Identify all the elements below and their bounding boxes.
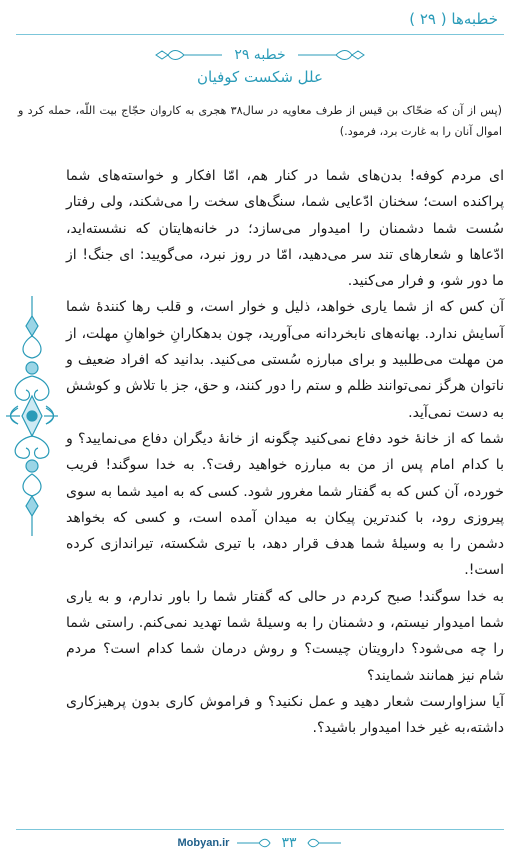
intro-note: (پس از آن که ضحّاک بن قیس از طرف معاویه در سال۳۸ هجری به کاروان حجّاج بیت اللّه، حمله کرد و اموال آنان را به غارت برد، فرمود.) [18, 104, 502, 138]
paragraph: آیا سزاوارست شعار دهید و عمل نکنید؟ و فراموش کاری بدون پرهیزکاری داشته،به غیر خدا امیدوار باشید؟. [66, 693, 504, 737]
sermon-heading [0, 44, 520, 86]
paragraph: به خدا سوگند! صبح کردم در حالی که گفتار شما را باور ندارم، و به یاری شما امیدوار نیستم، و دشمنان را به وسیلهٔ شما تهدید نمی‌کنم. راستی شما را چه می‌شود؟ دارویتان چیست؟ و روش درمان شما کدام است؟ مردم شام نیز همانند شمایند؟ [66, 588, 504, 684]
footer-row [0, 835, 520, 851]
page-number: ۳۳ [281, 835, 297, 851]
paragraph: شما که از خانهٔ خود دفاع نمی‌کنید چگونه از خانهٔ دیگران دفاع می‌نمایید؟ و با کدام امام پس از من به مبارزه خواهید رفت؟. به خدا سوگند! فریب خورده، آن کس که به گفتار شما مغرور شود. کسی که به امید شما به سوی پیروزی رود، با کندترین پیکان به میدان آمده است، و کسی که بخواهد دشمن را به وسیلهٔ شما هدف قرار دهد، با تیری شکسته، تیراندازی کرده است!. [66, 430, 504, 579]
running-head: خطبه‌ها ( ۲۹ ) [409, 10, 498, 28]
flourish-icon [296, 48, 366, 62]
flourish-icon [154, 48, 224, 62]
paragraph: آن کس که از شما یاری خواهد، ذلیل و خوار است، و قلب رها کنندهٔ شما آسایش ندارد. بهانه‌های نابخردانه می‌آورید، چون بدهکارانِ خواهانِ مهلت، از من مهلت می‌طلبید و برای مبارزه سُستی می‌کنید. بدانید که افراد ضعیف و ناتوان هرگز نمی‌توانند ظلم و ستم را دور کنند، و حق، جز با تلاش و کوشش به دست نمی‌آید. [66, 299, 504, 421]
flourish-icon [235, 837, 275, 849]
paragraph: ای مردم کوفه! بدن‌های شما در کنار هم، امّا افکار و خواسته‌های شما پراکنده است؛ سخنان ادّعایی شما، سنگ‌های سخت را می‌شکند، ولی رفتار سُست شما دشمنان را امیدوار می‌سازد؛ در خانه‌هایتان که نشسته‌اید، ادّعاها و شعارهای تند سر می‌دهید، امّا در روز نبرد، می‌گویید: ای جنگ! از ما دور شو، و فرار می‌کنید. [66, 168, 504, 290]
page-header [0, 0, 520, 40]
page-footer [0, 825, 520, 855]
site-watermark: Mobyan.ir [177, 837, 230, 849]
sermon-number-row [0, 44, 520, 66]
sermon-title: علل شکست کوفیان [197, 68, 323, 86]
sermon-body [66, 163, 504, 742]
footer-rule [16, 829, 504, 830]
sermon-number: خطبه ۲۹ [234, 47, 286, 63]
side-ornament-icon [4, 296, 60, 536]
header-rule [16, 34, 504, 35]
flourish-icon [303, 837, 343, 849]
